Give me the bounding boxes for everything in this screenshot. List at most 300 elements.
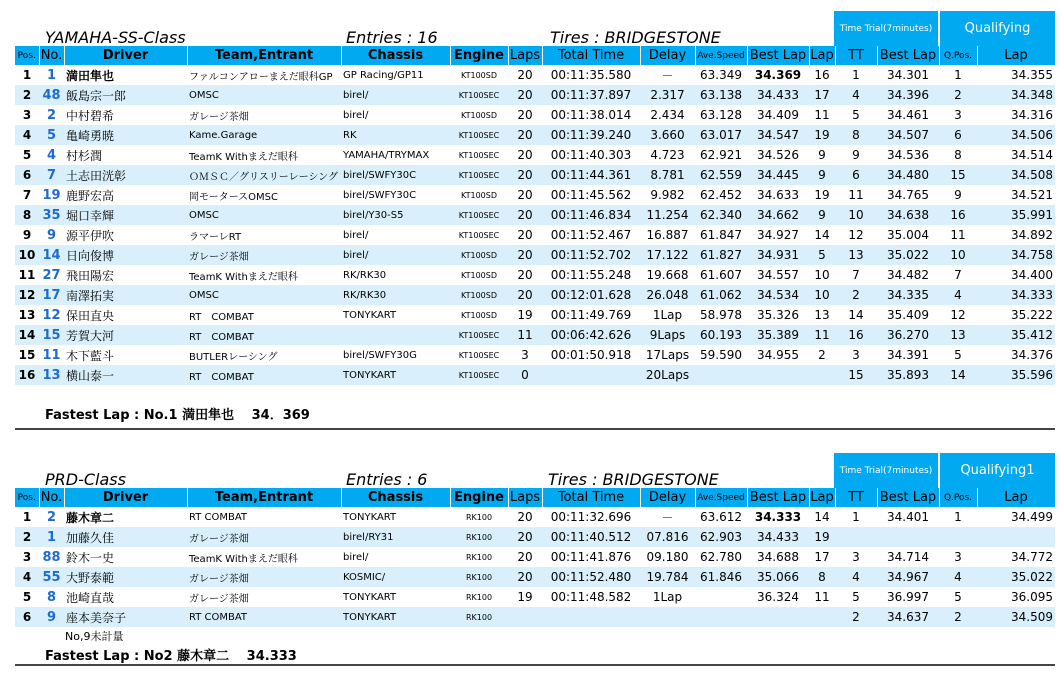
cell-tt-best-lap: 34.482 (887, 268, 929, 282)
table-row[interactable] (15, 185, 1055, 205)
cell-lap: 9 (809, 205, 835, 225)
cell-team: ガレージ茶畑 (189, 593, 249, 605)
table-row[interactable] (15, 507, 1055, 527)
cell-lap: 8 (809, 567, 835, 587)
cell-no: 5 (39, 125, 64, 145)
col-delay[interactable]: Delay (640, 46, 695, 65)
cell-total-time (542, 365, 640, 385)
cell-no: 88 (42, 549, 61, 565)
cell-lap: 9 (809, 165, 835, 185)
cell-best-lap: 34.927 (757, 228, 799, 242)
cell-driver: 満田隼也 (66, 68, 115, 83)
cell-q-pos: 15 (939, 165, 977, 185)
col-team[interactable]: Team,Entrant (187, 46, 341, 65)
col-total-time[interactable]: Total Time (542, 488, 640, 507)
table-row[interactable] (15, 285, 1055, 305)
cell-tt: 5 (852, 590, 860, 604)
table-row[interactable] (15, 85, 1055, 105)
cell-lap: 14 (814, 510, 830, 524)
cell-driver: 土志田洸彰 (64, 165, 187, 185)
cell-delay: 16.887 (646, 228, 689, 242)
cell-ave-speed: 63.128 (700, 108, 742, 122)
cell-total-time: 00:11:44.361 (542, 165, 640, 185)
cell-engine: KT100SEC (450, 85, 508, 105)
table-row[interactable] (15, 547, 1055, 567)
cell-ave-speed (695, 587, 747, 607)
cell-team: RT COMBAT (189, 511, 248, 523)
cell-laps: 20 (508, 245, 542, 265)
time-trial-header: Time Trial(7minutes) (834, 11, 938, 46)
cell-tt: 1 (852, 68, 860, 82)
cell-q-pos: 3 (954, 550, 962, 564)
cell-delay: 11.254 (640, 205, 695, 225)
cell-tt: 12 (848, 228, 864, 242)
cell-tt (835, 527, 877, 547)
cell-ave-speed: 62.559 (695, 165, 747, 185)
cell-tt-best-lap: 35.893 (877, 365, 939, 385)
cell-lap: 10 (814, 268, 830, 282)
cell-q-pos: 2 (939, 85, 977, 105)
cell-engine: RK100 (450, 527, 508, 547)
footnote: No,9未計量 (65, 630, 124, 643)
cell-best-lap: 34.433 (747, 527, 809, 547)
cell-engine: KT100SD (460, 310, 498, 320)
cell-pos: 3 (22, 108, 32, 122)
cell-q-pos: 10 (939, 245, 977, 265)
cell-no: 1 (39, 527, 64, 547)
table-row[interactable] (15, 165, 1055, 185)
table-row[interactable] (15, 225, 1055, 245)
cell-laps: 20 (508, 165, 542, 185)
results-body (15, 65, 1055, 385)
cell-chassis: birel/ (341, 85, 450, 105)
cell-pos: 13 (18, 308, 36, 322)
cell-q-pos: 14 (939, 365, 977, 385)
cell-driver: 横山泰一 (64, 365, 187, 385)
col-delay[interactable]: Delay (640, 488, 695, 507)
class-title: YAMAHA-SS-Class (45, 28, 186, 47)
cell-pos: 5 (22, 590, 32, 604)
cell-no: 48 (39, 85, 64, 105)
cell-delay: 20Laps (640, 365, 695, 385)
cell-team: TeamK Withまえだ眼科 (189, 553, 298, 565)
col-laps[interactable]: Laps (509, 490, 541, 505)
table-row[interactable] (15, 325, 1055, 345)
cell-q-lap (977, 527, 1055, 547)
cell-lap: 13 (814, 308, 830, 322)
cell-delay: 09.180 (646, 550, 689, 564)
cell-engine: KT100SEC (458, 350, 500, 360)
cell-q-lap: 34.316 (1011, 108, 1053, 122)
cell-no: 15 (39, 325, 64, 345)
table-row[interactable] (15, 365, 1055, 385)
cell-laps: 20 (517, 268, 533, 282)
cell-team: RT COMBAT (187, 365, 341, 385)
col-driver[interactable]: Driver (64, 488, 187, 507)
cell-total-time: 00:11:52.702 (542, 245, 640, 265)
cell-chassis: TONYKART (341, 365, 450, 385)
cell-q-pos: 4 (939, 285, 977, 305)
cell-q-lap: 34.772 (1011, 550, 1053, 564)
cell-laps: 20 (517, 188, 533, 202)
cell-lap: 11 (809, 325, 835, 345)
cell-chassis: birel/RY31 (341, 527, 450, 547)
cell-tt: 6 (835, 165, 877, 185)
cell-lap: 10 (809, 285, 835, 305)
col-tt[interactable]: TT (835, 46, 877, 65)
cell-tt: 7 (852, 268, 860, 282)
time-trial-header: Time Trial(7minutes) (834, 453, 938, 488)
cell-q-lap: 34.348 (977, 85, 1055, 105)
cell-chassis: RK (341, 125, 450, 145)
cell-delay: 19.784 (640, 567, 695, 587)
col-no[interactable]: No. (40, 48, 63, 63)
cell-driver: 飯島宗一郎 (64, 85, 187, 105)
cell-q-lap: 35.022 (977, 567, 1055, 587)
cell-team: Kame.Garage (187, 125, 341, 145)
cell-pos: 16 (15, 365, 39, 385)
cell-q-pos (939, 527, 977, 547)
table-row[interactable] (15, 567, 1055, 587)
cell-q-pos: 11 (950, 228, 966, 242)
cell-ave-speed: 62.921 (700, 148, 742, 162)
cell-q-pos: 1 (954, 68, 962, 82)
col-tt-best-lap[interactable]: Best Lap (877, 46, 939, 65)
cell-driver: 木下藍斗 (66, 348, 115, 363)
cell-tt-best-lap (877, 527, 939, 547)
cell-tt: 13 (835, 245, 877, 265)
cell-driver: 座本美奈子 (64, 607, 187, 627)
cell-tt: 5 (852, 108, 860, 122)
cell-driver: 中村碧希 (66, 108, 115, 123)
cell-team: ＯＭＳＣ／グリスリーレーシング (187, 165, 341, 185)
cell-engine: KT100SD (460, 70, 498, 80)
cell-q-lap: 34.506 (977, 125, 1055, 145)
col-laps[interactable]: Laps (509, 48, 541, 63)
cell-engine: RK100 (465, 512, 493, 522)
cell-tt-best-lap: 34.536 (887, 148, 929, 162)
table-row[interactable] (15, 527, 1055, 547)
entries-count: Entries : 16 (346, 28, 438, 47)
cell-lap: 14 (814, 228, 830, 242)
cell-chassis: KOSMIC/ (341, 567, 450, 587)
cell-q-lap: 35.596 (977, 365, 1055, 385)
cell-engine: RK100 (465, 552, 493, 562)
cell-ave-speed: 63.017 (695, 125, 747, 145)
col-driver[interactable]: Driver (64, 46, 187, 65)
results-body (15, 507, 1055, 627)
cell-no: 4 (46, 147, 57, 163)
cell-no: 9 (39, 607, 64, 627)
cell-chassis: TONYKART (343, 309, 397, 321)
table-row[interactable] (15, 125, 1055, 145)
cell-laps: 20 (517, 68, 533, 82)
cell-laps: 20 (517, 550, 533, 564)
cell-best-lap: 34.557 (757, 268, 799, 282)
cell-q-pos: 5 (954, 348, 962, 362)
col-best-lap[interactable]: Best Lap (747, 46, 809, 65)
cell-laps (508, 607, 542, 627)
cell-team: ガレージ茶畑 (187, 527, 341, 547)
col-pos[interactable]: Pos. (15, 46, 39, 65)
cell-pos: 12 (15, 285, 39, 305)
cell-no: 2 (46, 509, 57, 525)
cell-q-pos: 13 (939, 325, 977, 345)
cell-pos: 4 (15, 567, 39, 587)
cell-tt-best-lap: 34.301 (887, 68, 929, 82)
cell-best-lap: 34.369 (754, 68, 802, 82)
cell-team: BUTLERレーシング (189, 351, 278, 363)
cell-driver: 芳賀大河 (64, 325, 187, 345)
cell-lap: 19 (809, 125, 835, 145)
section-divider (15, 428, 1055, 430)
table-row[interactable] (15, 345, 1055, 365)
cell-tt: 4 (835, 85, 877, 105)
entries-count: Entries : 6 (346, 470, 428, 489)
cell-pos: 2 (15, 527, 39, 547)
cell-tt-best-lap: 34.967 (877, 567, 939, 587)
cell-delay: － (661, 510, 674, 525)
cell-chassis: birel/SWFY30G (343, 349, 417, 361)
cell-team: RT COMBAT (187, 325, 341, 345)
col-best-lap[interactable]: Best Lap (747, 488, 809, 507)
cell-total-time (542, 607, 640, 627)
cell-tt-best-lap: 35.409 (887, 308, 929, 322)
cell-tt-best-lap: 35.022 (877, 245, 939, 265)
cell-q-lap: 34.892 (1011, 228, 1053, 242)
col-pos[interactable]: Pos. (15, 488, 39, 507)
cell-pos: 9 (22, 228, 32, 242)
cell-chassis: YAMAHA/TRYMAX (343, 149, 430, 161)
cell-ave-speed: 61.827 (695, 245, 747, 265)
table-row[interactable] (15, 305, 1055, 325)
cell-tt: 14 (848, 308, 864, 322)
section-header (15, 8, 1055, 46)
col-ave-speed[interactable]: Ave.Speed (695, 488, 747, 507)
cell-laps: 20 (508, 85, 542, 105)
cell-laps: 19 (517, 308, 533, 322)
tires-label: Tires : BRIDGESTONE (548, 470, 719, 489)
cell-q-lap: 35.991 (977, 205, 1055, 225)
cell-chassis: birel/SWFY30C (343, 189, 417, 201)
cell-no: 12 (42, 307, 61, 323)
column-header-row (15, 488, 1055, 507)
col-q-pos[interactable]: Q.Pos. (939, 488, 977, 507)
col-chassis[interactable]: Chassis (341, 488, 450, 507)
cell-engine: RK100 (450, 607, 508, 627)
cell-lap: 19 (809, 527, 835, 547)
cell-q-lap: 34.499 (1011, 510, 1053, 524)
cell-chassis: RK/RK30 (343, 269, 387, 281)
cell-q-lap: 34.509 (977, 607, 1055, 627)
cell-team: ガレージ茶畑 (189, 111, 249, 123)
cell-q-pos: 5 (954, 590, 962, 604)
cell-q-pos: 4 (939, 567, 977, 587)
cell-q-pos: 3 (954, 108, 962, 122)
table-row[interactable] (15, 105, 1055, 125)
cell-total-time: 00:11:40.303 (550, 148, 632, 162)
cell-delay: 1Lap (652, 590, 683, 604)
cell-tt-best-lap: 34.638 (877, 205, 939, 225)
cell-engine: KT100SEC (450, 165, 508, 185)
cell-engine: KT100SD (460, 270, 498, 280)
col-no[interactable]: No. (40, 490, 63, 505)
cell-best-lap: 34.409 (757, 108, 799, 122)
cell-tt: 8 (835, 125, 877, 145)
cell-chassis: TONYKART (341, 607, 450, 627)
table-row[interactable] (15, 205, 1055, 225)
fastest-lap: Fastest Lap : No.1 満田隼也 34．369 (45, 408, 310, 423)
cell-engine: KT100SEC (450, 125, 508, 145)
cell-team: OMSC (187, 285, 341, 305)
col-q-pos[interactable]: Q.Pos. (939, 46, 977, 65)
cell-delay (640, 607, 695, 627)
cell-tt-best-lap: 34.461 (887, 108, 929, 122)
cell-pos: 15 (18, 348, 36, 362)
cell-team: TeamK Withまえだ眼科 (189, 151, 298, 163)
cell-ave-speed: 59.590 (700, 348, 742, 362)
cell-best-lap: 36.324 (757, 590, 799, 604)
cell-best-lap: 34.662 (747, 205, 809, 225)
cell-laps: 20 (508, 567, 542, 587)
cell-driver: 加藤久佳 (64, 527, 187, 547)
cell-laps: 20 (517, 510, 533, 524)
cell-laps: 20 (508, 125, 542, 145)
cell-no: 8 (46, 589, 57, 605)
cell-driver: 村杉潤 (66, 148, 103, 163)
results-table (15, 46, 1056, 385)
col-team[interactable]: Team,Entrant (187, 488, 341, 507)
cell-ave-speed: 62.452 (700, 188, 742, 202)
table-row[interactable] (15, 265, 1055, 285)
cell-tt-best-lap: 34.714 (887, 550, 929, 564)
cell-chassis: birel/SWFY30C (341, 165, 450, 185)
class-title: PRD-Class (45, 470, 126, 489)
cell-tt: 3 (852, 550, 860, 564)
cell-no: 2 (46, 107, 57, 123)
cell-tt: 3 (852, 348, 860, 362)
cell-best-lap: 35.326 (757, 308, 799, 322)
cell-team: ファルコンアローまえだ眼科GP (189, 71, 333, 83)
cell-best-lap (747, 365, 809, 385)
cell-ave-speed: 63.349 (700, 68, 742, 82)
cell-no: 9 (46, 227, 57, 243)
cell-best-lap: 34.547 (747, 125, 809, 145)
cell-pos: 7 (22, 188, 32, 202)
cell-tt: 16 (835, 325, 877, 345)
cell-lap: 17 (814, 550, 830, 564)
cell-delay: 07.816 (640, 527, 695, 547)
col-ave-speed[interactable]: Ave.Speed (695, 46, 747, 65)
results-table (15, 488, 1056, 627)
cell-total-time: 00:11:35.580 (550, 68, 632, 82)
cell-tt-best-lap: 34.765 (887, 188, 929, 202)
cell-driver: 源平伊吹 (66, 228, 115, 243)
cell-pos: 1 (22, 68, 32, 82)
cell-ave-speed: 62.903 (695, 527, 747, 547)
cell-q-pos: 1 (954, 510, 962, 524)
cell-driver: 堀口幸輝 (64, 205, 187, 225)
cell-chassis: GP Racing/GP11 (343, 69, 424, 81)
cell-total-time: 00:11:41.876 (550, 550, 632, 564)
cell-no: 17 (39, 285, 64, 305)
cell-no: 13 (39, 365, 64, 385)
qualifying-header: Qualifying (940, 11, 1055, 46)
col-total-time[interactable]: Total Time (542, 46, 640, 65)
cell-engine: KT100SD (450, 285, 508, 305)
cell-tt: 11 (848, 188, 864, 202)
cell-laps: 3 (521, 348, 529, 362)
cell-total-time: 00:12:01.628 (542, 285, 640, 305)
table-row[interactable] (15, 587, 1055, 607)
col-lap[interactable]: Lap (810, 490, 834, 505)
cell-q-pos: 7 (954, 268, 962, 282)
cell-no: 14 (39, 245, 64, 265)
cell-best-lap: 34.534 (747, 285, 809, 305)
cell-best-lap: 34.445 (747, 165, 809, 185)
cell-laps: 20 (517, 228, 533, 242)
cell-engine: KT100SEC (458, 150, 500, 160)
cell-tt: 2 (835, 285, 877, 305)
cell-total-time: 00:11:55.248 (550, 268, 632, 282)
cell-no: 19 (42, 187, 61, 203)
table-row[interactable] (15, 245, 1055, 265)
cell-q-lap: 34.376 (1011, 348, 1053, 362)
cell-tt: 15 (835, 365, 877, 385)
cell-tt-best-lap: 36.997 (887, 590, 929, 604)
cell-best-lap: 34.433 (747, 85, 809, 105)
cell-engine: KT100SEC (458, 230, 500, 240)
col-q-lap[interactable]: Lap (977, 46, 1055, 65)
cell-team: OMSC (187, 85, 341, 105)
col-chassis[interactable]: Chassis (341, 46, 450, 65)
cell-driver: 保田直央 (66, 308, 115, 323)
table-row[interactable] (15, 607, 1055, 627)
cell-delay: － (661, 68, 674, 83)
cell-tt-best-lap: 34.401 (887, 510, 929, 524)
table-row[interactable] (15, 65, 1055, 85)
col-tt-best-lap[interactable]: Best Lap (877, 488, 939, 507)
cell-best-lap: 34.931 (747, 245, 809, 265)
session-header-boxes (834, 11, 1055, 46)
cell-driver: 鈴木一史 (66, 550, 115, 565)
cell-no: 35 (39, 205, 64, 225)
cell-no: 11 (42, 347, 61, 363)
cell-chassis: TONYKART (343, 591, 397, 603)
cell-driver: 日向俊博 (64, 245, 187, 265)
col-q-lap[interactable]: Lap (977, 488, 1055, 507)
col-lap[interactable]: Lap (810, 48, 834, 63)
col-engine[interactable]: Engine (450, 488, 508, 507)
table-row[interactable] (15, 145, 1055, 165)
cell-lap: 16 (814, 68, 830, 82)
col-tt[interactable]: TT (835, 488, 877, 507)
cell-q-lap: 35.412 (977, 325, 1055, 345)
cell-delay: 17Laps (645, 348, 690, 362)
tires-label: Tires : BRIDGESTONE (550, 28, 721, 47)
cell-pos: 11 (18, 268, 36, 282)
cell-ave-speed: 61.062 (695, 285, 747, 305)
cell-team: ガレージ茶畑 (187, 567, 341, 587)
cell-q-lap: 36.095 (1011, 590, 1053, 604)
cell-total-time: 00:11:32.696 (550, 510, 632, 524)
col-engine[interactable]: Engine (450, 46, 508, 65)
cell-engine: KT100SEC (450, 205, 508, 225)
cell-q-lap: 34.508 (977, 165, 1055, 185)
cell-ave-speed: 61.846 (695, 567, 747, 587)
cell-team: TeamK Withまえだ眼科 (189, 271, 298, 283)
cell-tt-best-lap: 36.270 (877, 325, 939, 345)
